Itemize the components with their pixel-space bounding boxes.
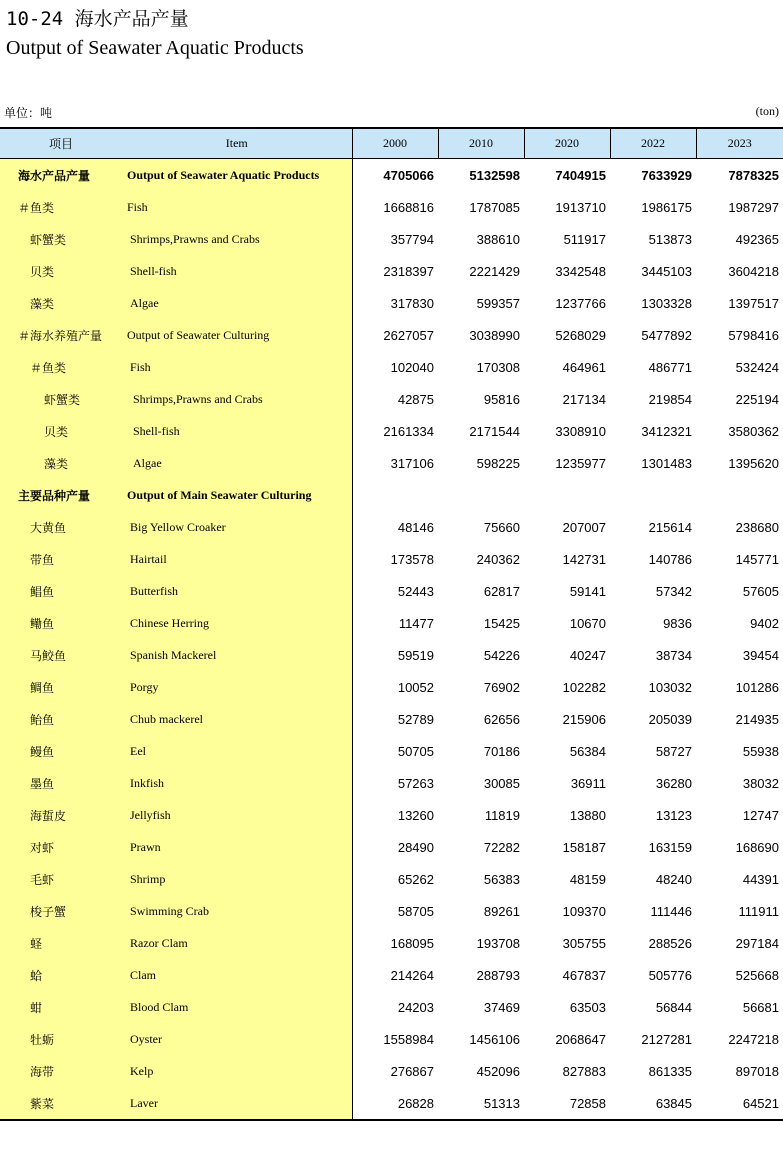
value-cell-2020: 40247 (569, 647, 606, 663)
value-cell-2020: 7404915 (555, 167, 606, 183)
value-cell-2010 (438, 479, 524, 511)
row-label-en: Clam (122, 959, 352, 991)
header-year-2010: 2010 (438, 128, 524, 159)
value-cell-2023: 3580362 (728, 423, 779, 439)
value-cell-2000: 317106 (390, 455, 434, 471)
value-cell-2010: 170308 (476, 359, 520, 375)
value-cell-2022: 57342 (655, 583, 692, 599)
value-cell-2022: 1301483 (641, 455, 692, 471)
value-cell-2020: 158187 (562, 839, 606, 855)
row-label-en: Porgy (122, 671, 352, 703)
value-cell-2022: 1303328 (641, 295, 692, 311)
value-cell-2023: 1397517 (728, 295, 779, 311)
row-label-en: Kelp (122, 1055, 352, 1087)
value-cell-2010: 2171544 (469, 423, 520, 439)
row-label-en: Inkfish (122, 767, 352, 799)
table-row (0, 319, 783, 351)
value-cell-2000: 65262 (397, 871, 434, 887)
value-cell-2023: 525668 (735, 967, 779, 983)
header-year-2000: 2000 (352, 128, 438, 159)
row-label-cn: ＃鱼类 (0, 351, 122, 383)
value-cell-2023: 532424 (735, 359, 779, 375)
value-cell-2000: 276867 (390, 1063, 434, 1079)
value-cell-2020: 1913710 (555, 199, 606, 215)
row-label-cn: 虾蟹类 (0, 223, 122, 255)
table-row (0, 255, 783, 287)
value-cell-2022: 13123 (655, 807, 692, 823)
value-cell-2022: 63845 (610, 1087, 696, 1120)
value-cell-2020 (524, 479, 610, 511)
value-cell-2020: 207007 (562, 519, 606, 535)
value-cell-2010: 3038990 (469, 327, 520, 343)
row-label-cn: 主要品种产量 (0, 479, 122, 511)
row-label-en: Oyster (122, 1023, 352, 1055)
value-cell-2010: 388610 (476, 231, 520, 247)
value-cell-2010: 95816 (483, 391, 520, 407)
value-cell-2023: 214935 (735, 711, 779, 727)
value-cell-2000: 1558984 (383, 1031, 434, 1047)
value-cell-2000: 317830 (390, 295, 434, 311)
value-cell-2000: 52789 (397, 711, 434, 727)
value-cell-2023: 1395620 (728, 455, 779, 471)
row-label-en: Eel (122, 735, 352, 767)
row-label-cn: 鲷鱼 (0, 671, 122, 703)
value-cell-2023: 5798416 (728, 327, 779, 343)
value-cell-2023: 56681 (742, 999, 779, 1015)
row-label-en: Algae (122, 447, 352, 479)
value-cell-2023: 12747 (742, 807, 779, 823)
value-cell-2023: 145771 (735, 551, 779, 567)
value-cell-2022: 163159 (648, 839, 692, 855)
value-cell-2023: 38032 (742, 775, 779, 791)
value-cell-2000: 168095 (390, 935, 434, 951)
row-label-cn: 蛏 (0, 927, 122, 959)
value-cell-2010: 193708 (476, 935, 520, 951)
table-row (0, 735, 783, 767)
value-cell-2022: 288526 (648, 935, 692, 951)
value-cell-2010: 1787085 (469, 199, 520, 215)
value-cell-2020: 215906 (562, 711, 606, 727)
value-cell-2000: 1668816 (383, 199, 434, 215)
value-cell-2020: 36911 (570, 775, 606, 791)
table-header-row (0, 128, 783, 159)
value-cell-2022: 513873 (648, 231, 692, 247)
row-label-cn: 鲳鱼 (0, 575, 122, 607)
value-cell-2023: 238680 (735, 519, 779, 535)
value-cell-2020: 48159 (569, 871, 606, 887)
value-cell-2022: 486771 (648, 359, 692, 375)
value-cell-2022: 36280 (655, 775, 692, 791)
value-cell-2000: 24203 (397, 999, 434, 1015)
row-label-cn: 梭子蟹 (0, 895, 122, 927)
row-label-cn: 马鲛鱼 (0, 639, 122, 671)
value-cell-2020: 305755 (562, 935, 606, 951)
value-cell-2022: 505776 (648, 967, 692, 983)
row-label-cn: 对虾 (0, 831, 122, 863)
table-row (0, 1055, 783, 1087)
value-cell-2000: 42875 (397, 391, 434, 407)
value-cell-2022: 5477892 (641, 327, 692, 343)
value-cell-2023: 44391 (742, 871, 779, 887)
value-cell-2010: 2221429 (469, 263, 520, 279)
header-year-2020: 2020 (524, 128, 610, 159)
row-label-en: Blood Clam (122, 991, 352, 1023)
value-cell-2000: 357794 (390, 231, 434, 247)
row-label-en: Jellyfish (122, 799, 352, 831)
value-cell-2000: 52443 (397, 583, 434, 599)
table-row (0, 287, 783, 319)
value-cell-2023: 39454 (742, 647, 779, 663)
value-cell-2020: 3308910 (555, 423, 606, 439)
row-label-cn: ＃海水养殖产量 (0, 319, 122, 351)
value-cell-2023: 55938 (742, 743, 779, 759)
value-cell-2020: 102282 (562, 679, 606, 695)
table-row (0, 959, 783, 991)
value-cell-2020: 63503 (569, 999, 606, 1015)
value-cell-2022: 111446 (650, 903, 692, 919)
row-label-en: Shrimp (122, 863, 352, 895)
value-cell-2023: 7878325 (728, 167, 779, 183)
header-item-cn: 项目 (0, 128, 122, 159)
value-cell-2022: 140786 (648, 551, 692, 567)
value-cell-2000: 173578 (390, 551, 434, 567)
value-cell-2023: 9402 (750, 615, 779, 631)
table-row (0, 1087, 783, 1120)
table-row (0, 159, 783, 192)
value-cell-2020: 217134 (562, 391, 606, 407)
value-cell-2023 (696, 479, 783, 511)
row-label-en: Fish (122, 351, 352, 383)
value-cell-2010: 70186 (483, 743, 520, 759)
row-label-en: Big Yellow Croaker (122, 511, 352, 543)
table-row (0, 575, 783, 607)
table-row (0, 703, 783, 735)
value-cell-2000: 2318397 (383, 263, 434, 279)
table-row (0, 383, 783, 415)
value-cell-2000: 57263 (397, 775, 434, 791)
row-label-cn: 贝类 (0, 255, 122, 287)
value-cell-2000: 4705066 (383, 167, 434, 183)
value-cell-2023: 101286 (735, 679, 779, 695)
row-label-cn: 藻类 (0, 287, 122, 319)
value-cell-2000: 2161334 (383, 423, 434, 439)
value-cell-2020: 5268029 (555, 327, 606, 343)
value-cell-2010: 15425 (483, 615, 520, 631)
value-cell-2022: 1986175 (641, 199, 692, 215)
value-cell-2000: 10052 (397, 679, 434, 695)
row-label-en: Razor Clam (122, 927, 352, 959)
value-cell-2000: 214264 (390, 967, 434, 983)
row-label-cn: 墨鱼 (0, 767, 122, 799)
row-label-en: Output of Seawater Culturing (122, 319, 352, 351)
value-cell-2000: 58705 (397, 903, 434, 919)
value-cell-2020: 10670 (569, 615, 606, 631)
value-cell-2000: 2627057 (383, 327, 434, 343)
value-cell-2020: 464961 (562, 359, 606, 375)
row-label-en: Spanish Mackerel (122, 639, 352, 671)
table-row (0, 351, 783, 383)
value-cell-2022: 7633929 (641, 167, 692, 183)
value-cell-2020: 13880 (569, 807, 606, 823)
row-label-cn: 海带 (0, 1055, 122, 1087)
table-row (0, 479, 783, 511)
value-cell-2000: 26828 (352, 1087, 438, 1120)
row-label-cn: 虾蟹类 (0, 383, 122, 415)
value-cell-2010: 51313 (438, 1087, 524, 1120)
row-label-cn: ＃鱼类 (0, 191, 122, 223)
row-label-cn: 藻类 (0, 447, 122, 479)
value-cell-2010: 599357 (476, 295, 520, 311)
header-item-en: Item (122, 128, 352, 159)
value-cell-2010: 62656 (483, 711, 520, 727)
value-cell-2010: 288793 (476, 967, 520, 983)
table-row (0, 767, 783, 799)
value-cell-2010: 75660 (483, 519, 520, 535)
table-row (0, 799, 783, 831)
value-cell-2010: 240362 (476, 551, 520, 567)
value-cell-2022: 56844 (655, 999, 692, 1015)
value-cell-2023: 492365 (735, 231, 779, 247)
value-cell-2010: 54226 (483, 647, 520, 663)
value-cell-2022: 3412321 (641, 423, 692, 439)
table-row (0, 223, 783, 255)
value-cell-2010: 76902 (483, 679, 520, 695)
table-row (0, 191, 783, 223)
value-cell-2020: 72858 (524, 1087, 610, 1120)
table-row (0, 831, 783, 863)
value-cell-2000: 11477 (398, 615, 434, 631)
value-cell-2020: 56384 (569, 743, 606, 759)
row-label-cn: 牡蛎 (0, 1023, 122, 1055)
table-row (0, 607, 783, 639)
table-row (0, 863, 783, 895)
row-label-en: Shrimps,Prawns and Crabs (122, 223, 352, 255)
value-cell-2022: 103032 (648, 679, 692, 695)
table-row (0, 415, 783, 447)
row-label-cn: 蛤 (0, 959, 122, 991)
value-cell-2000: 59519 (397, 647, 434, 663)
value-cell-2023: 1987297 (728, 199, 779, 215)
table-row (0, 543, 783, 575)
value-cell-2022: 48240 (655, 871, 692, 887)
row-label-en: Chinese Herring (122, 607, 352, 639)
value-cell-2023: 225194 (735, 391, 779, 407)
row-label-en: Fish (122, 191, 352, 223)
value-cell-2020: 109370 (562, 903, 606, 919)
row-label-en: Laver (122, 1087, 352, 1120)
value-cell-2020: 2068647 (555, 1031, 606, 1047)
value-cell-2022: 219854 (648, 391, 692, 407)
page-title-english: Output of Seawater Aquatic Products (6, 37, 304, 59)
unit-label-chinese: 单位：吨 (4, 106, 53, 120)
row-label-en: Shell-fish (122, 415, 352, 447)
value-cell-2020: 1235977 (555, 455, 606, 471)
value-cell-2010: 5132598 (469, 167, 520, 183)
value-cell-2010: 598225 (476, 455, 520, 471)
table-row (0, 1023, 783, 1055)
row-label-en: Butterfish (122, 575, 352, 607)
value-cell-2000: 102040 (390, 359, 434, 375)
row-label-cn: 大黄鱼 (0, 511, 122, 543)
value-cell-2010: 89261 (483, 903, 520, 919)
value-cell-2000: 48146 (397, 519, 434, 535)
value-cell-2020: 467837 (562, 967, 606, 983)
seawater-output-table (0, 127, 783, 1121)
row-label-cn: 紫菜 (0, 1087, 122, 1120)
unit-label-english: (ton) (755, 104, 779, 118)
row-label-en: Output of Main Seawater Culturing (122, 479, 352, 511)
table-body (0, 159, 783, 1121)
value-cell-2010: 72282 (483, 839, 520, 855)
value-cell-2010: 11819 (484, 807, 520, 823)
value-cell-2023: 64521 (696, 1087, 783, 1120)
value-cell-2022: 861335 (648, 1063, 692, 1079)
value-cell-2010: 30085 (483, 775, 520, 791)
value-cell-2022: 58727 (655, 743, 692, 759)
table-row (0, 671, 783, 703)
value-cell-2020: 142731 (562, 551, 606, 567)
row-label-en: Prawn (122, 831, 352, 863)
table-row (0, 991, 783, 1023)
table-row (0, 895, 783, 927)
value-cell-2022 (610, 479, 696, 511)
value-cell-2010: 452096 (476, 1063, 520, 1079)
table-row (0, 511, 783, 543)
header-year-2022: 2022 (610, 128, 696, 159)
value-cell-2023: 2247218 (728, 1031, 779, 1047)
table-row (0, 447, 783, 479)
table-row (0, 927, 783, 959)
row-label-cn: 贝类 (0, 415, 122, 447)
row-label-cn: 海蜇皮 (0, 799, 122, 831)
header-year-2023: 2023 (696, 128, 783, 159)
value-cell-2010: 1456106 (469, 1031, 520, 1047)
value-cell-2022: 3445103 (641, 263, 692, 279)
row-label-cn: 蚶 (0, 991, 122, 1023)
value-cell-2000: 50705 (397, 743, 434, 759)
value-cell-2010: 37469 (483, 999, 520, 1015)
value-cell-2023: 111911 (738, 903, 779, 919)
value-cell-2022: 38734 (655, 647, 692, 663)
row-label-cn: 鲐鱼 (0, 703, 122, 735)
value-cell-2023: 897018 (735, 1063, 779, 1079)
row-label-cn: 鳓鱼 (0, 607, 122, 639)
value-cell-2020: 3342548 (555, 263, 606, 279)
row-label-en: Shrimps,Prawns and Crabs (122, 383, 352, 415)
value-cell-2023: 57605 (742, 583, 779, 599)
row-label-cn: 带鱼 (0, 543, 122, 575)
value-cell-2023: 168690 (735, 839, 779, 855)
value-cell-2022: 215614 (648, 519, 692, 535)
value-cell-2000: 13260 (397, 807, 434, 823)
row-label-cn: 海水产品产量 (0, 159, 122, 192)
row-label-en: Swimming Crab (122, 895, 352, 927)
value-cell-2000: 28490 (397, 839, 434, 855)
value-cell-2022: 9836 (663, 615, 692, 631)
row-label-en: Output of Seawater Aquatic Products (122, 159, 352, 192)
page-title-chinese: 10-24 海水产品产量 (6, 8, 189, 30)
row-label-cn: 鳗鱼 (0, 735, 122, 767)
value-cell-2010: 62817 (483, 583, 520, 599)
value-cell-2023: 3604218 (728, 263, 779, 279)
value-cell-2020: 59141 (569, 583, 606, 599)
row-label-en: Hairtail (122, 543, 352, 575)
row-label-en: Algae (122, 287, 352, 319)
table-row (0, 639, 783, 671)
value-cell-2000 (352, 479, 438, 511)
value-cell-2020: 827883 (562, 1063, 606, 1079)
value-cell-2010: 56383 (483, 871, 520, 887)
value-cell-2020: 1237766 (555, 295, 606, 311)
row-label-cn: 毛虾 (0, 863, 122, 895)
value-cell-2022: 205039 (648, 711, 692, 727)
value-cell-2023: 297184 (735, 935, 779, 951)
value-cell-2020: 511917 (563, 231, 606, 247)
row-label-en: Chub mackerel (122, 703, 352, 735)
value-cell-2022: 2127281 (641, 1031, 692, 1047)
row-label-en: Shell-fish (122, 255, 352, 287)
